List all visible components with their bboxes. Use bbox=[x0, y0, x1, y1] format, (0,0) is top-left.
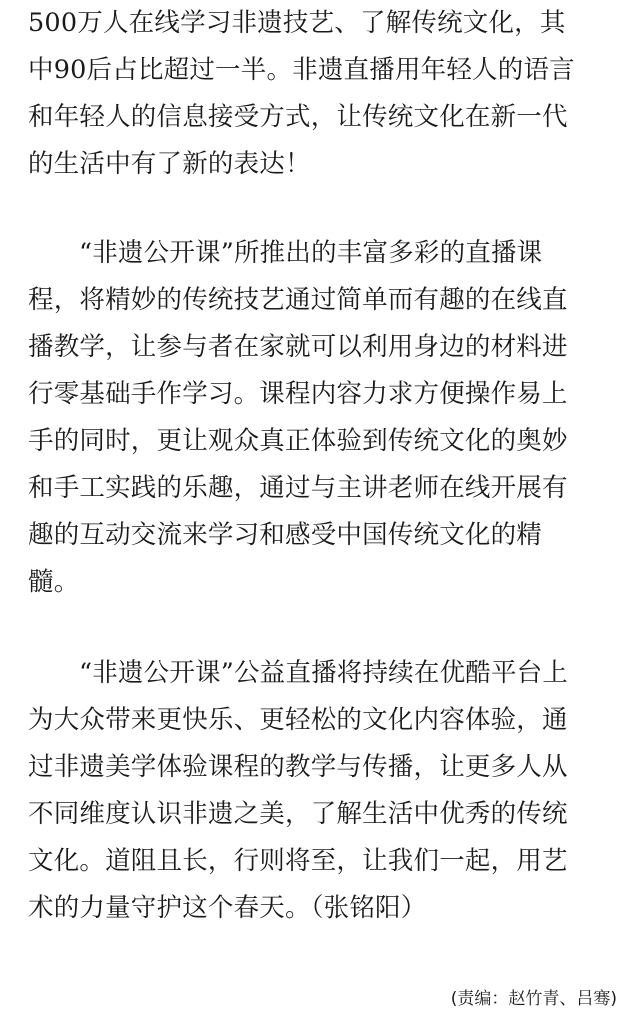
paragraph-line: 术的力量守护这个春天。（张铭阳） bbox=[28, 893, 427, 923]
paragraph-line: 中90后占比超过一半。非遗直播用年轻人的语言 bbox=[28, 55, 575, 85]
paragraph-line: 过非遗美学体验课程的教学与传播，让更多人从 bbox=[28, 752, 568, 782]
paragraph-3 bbox=[28, 650, 568, 932]
paragraph-line: 文化。道阻且长，行则将至，让我们一起，用艺 bbox=[28, 846, 568, 876]
paragraph-line: “非遗公开课”所推出的丰富多彩的直播课 bbox=[79, 238, 543, 268]
paragraph-line: 的生活中有了新的表达！ bbox=[28, 149, 311, 179]
paragraph-line: 和手工实践的乐趣，通过与主讲老师在线开展有 bbox=[28, 473, 568, 503]
paragraph-line: 500万人在线学习非遗技艺、了解传统文化，其 bbox=[28, 8, 566, 38]
paragraph-line: 和年轻人的信息接受方式，让传统文化在新一代 bbox=[28, 102, 568, 132]
paragraph-line: 为大众带来更快乐、更轻松的文化内容体验，通 bbox=[28, 705, 568, 735]
paragraph-line: 髓。 bbox=[28, 567, 80, 597]
paragraph-line: 播教学，让参与者在家就可以利用身边的材料进 bbox=[28, 332, 568, 362]
paragraph-line: 程，将精妙的传统技艺通过简单而有趣的在线直 bbox=[28, 285, 568, 315]
paragraph-line: 趣的互动交流来学习和感受中国传统文化的精 bbox=[28, 520, 543, 550]
paragraph-1 bbox=[28, 0, 575, 188]
paragraph-line: 不同维度认识非遗之美，了解生活中优秀的传统 bbox=[28, 799, 568, 829]
paragraph-line: 行零基础手作学习。课程内容力求方便操作易上 bbox=[28, 379, 568, 409]
paragraph-line: “非遗公开课”公益直播将持续在优酷平台上 bbox=[79, 658, 569, 688]
paragraph-line: 手的同时，更让观众真正体验到传统文化的奥妙 bbox=[28, 426, 568, 456]
editor-credit: (责编：赵竹青、吕骞) bbox=[450, 989, 617, 1009]
paragraph-2 bbox=[28, 230, 568, 606]
